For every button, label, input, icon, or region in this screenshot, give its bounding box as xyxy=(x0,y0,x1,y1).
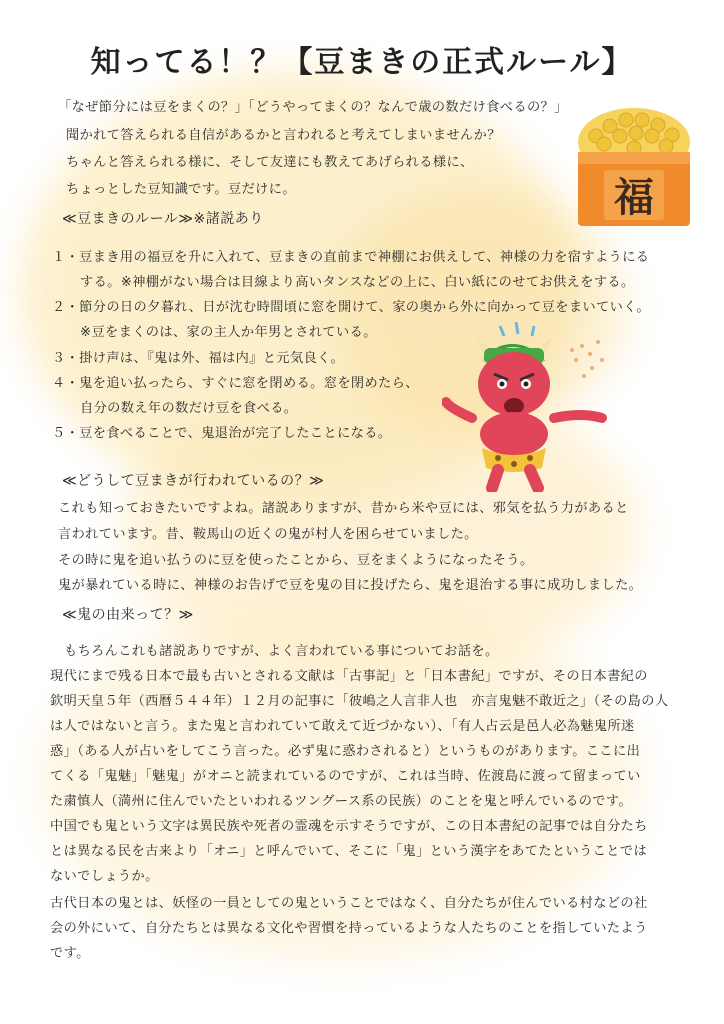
why-line: その時に鬼を追い払うのに豆を使ったことから、豆をまくようになったそう。 xyxy=(58,553,534,568)
why-line: 言われています。昔、鞍馬山の近くの鬼が村人を困らせていました。 xyxy=(58,527,478,542)
origin-line: は人ではないと言う。また鬼と言われていて敢えて近づかない）、「有人占云是邑人必為魅鬼所迷 xyxy=(50,719,635,734)
origin-line: とは異なる民を古来より「オニ」と呼んでいて、そこに「鬼」という漢字をあてたということでは xyxy=(50,844,648,859)
origin-line: です。 xyxy=(50,946,90,961)
intro-line: 「なぜ節分には豆をまくの？」「どうやってまくの？なんで歳の数だけ食べるの？」 xyxy=(58,100,568,115)
intro-line: ちゃんと答えられる様に、そして友達にも教えてあげられる様に、 xyxy=(66,155,474,170)
rule-line: ４・鬼を追い払ったら、すぐに窓を閉める。窓を閉めたら、 xyxy=(52,376,419,391)
origin-line: もちろんこれも諸説ありですが、よく言われている事についてお話を。 xyxy=(64,644,499,659)
origin-line: 中国でも鬼という文字は異民族や死者の霊魂を示すそうですが、この日本書紀の記事では自分たち xyxy=(50,819,648,834)
rule-line: １・豆まき用の福豆を升に入れて、豆まきの直前まで神棚にお供えして、神様の力を宿すようにる xyxy=(52,250,650,265)
oni-illustration xyxy=(442,322,614,492)
intro-line: ちょっとした豆知識です。豆だけに。 xyxy=(66,182,296,197)
rule-line: ※豆をまくのは、家の主人か年男とされている。 xyxy=(80,325,377,340)
origin-line: ないでしょうか。 xyxy=(50,869,159,884)
section-heading-why: ≪どうして豆まきが行われているの？≫ xyxy=(62,473,325,489)
rule-line: ５・豆を食べることで、鬼退治が完了したことになる。 xyxy=(52,426,392,441)
origin-line: 惑」（ある人が占いをしてこう言った。必ず鬼に惑わされると）というものがあります。ここに出 xyxy=(50,744,641,759)
origin-line: 欽明天皇５年（西暦５４４年）１２月の記事に「彼嶋之人言非人也 亦言鬼魅不敢近之」（その島の人 xyxy=(50,694,669,709)
origin-line: 古代日本の鬼とは、妖怪の一員としての鬼ということではなく、自分たちが住んでいる村などの社 xyxy=(50,896,648,911)
rule-line: 自分の数え年の数だけ豆を食べる。 xyxy=(80,401,298,416)
origin-line: てくる「鬼魅」「魅鬼」がオニと読まれているのですが、これは当時、佐渡島に渡って留まってい xyxy=(50,769,641,784)
origin-line: 現代にまで残る日本で最も古いとされる文献は「古事記」と「日本書紀」ですが、その日本書紀の xyxy=(50,669,648,684)
page-title: 知ってる！？【豆まきの正式ルール】 xyxy=(90,45,634,80)
why-line: 鬼が暴れている時に、神様のお告げで豆を鬼の目に投げたら、鬼を退治する事に成功しました。 xyxy=(58,578,643,593)
rule-line: ３・掛け声は、『鬼は外、福は内』と元気良く。 xyxy=(52,351,345,366)
why-line: これも知っておきたいですよね。諸説ありますが、昔から米や豆には、邪気を払う力があると xyxy=(58,501,629,516)
intro-line: 聞かれて答えられる自信があるかと言われると考えてしまいませんか？ xyxy=(66,128,501,143)
origin-line: 会の外にいて、自分たちとは異なる文化や習慣を持っているような人たちのことを指していたよう xyxy=(50,921,648,936)
fuku-label: 福 xyxy=(614,175,654,221)
rule-line: ２・節分の日の夕暮れ、日が沈む時間頃に窓を開けて、家の奥から外に向かって豆をまいていく。 xyxy=(52,300,651,315)
section-heading-origin: ≪鬼の由来って？≫ xyxy=(62,607,194,623)
origin-line: た粛慎人（満州に住んでいたといわれるツングース系の民族）のことを鬼と呼んでいるのです。 xyxy=(50,794,633,809)
rule-line: する。※神棚がない場合は目線より高いタンスなどの上に、白い紙にのせてお供えをする。 xyxy=(80,275,635,290)
section-heading-rules: ≪豆まきのルール≫※諸説あり xyxy=(62,211,264,227)
